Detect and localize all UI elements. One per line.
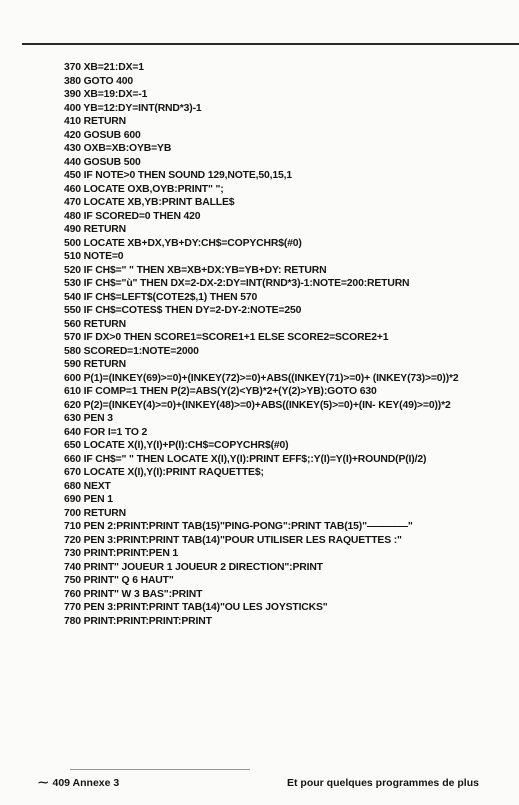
- code-line: 380 GOTO 400: [64, 75, 134, 87]
- code-line: 660 IF CH$=" " THEN LOCATE X(I),Y(I):PRINT EFF$;:Y(I)=Y(I)+ROUND(P(I)/2): [64, 453, 427, 465]
- code-line: 490 RETURN: [64, 224, 127, 235]
- code-line: 730 PRINT:PRINT:PEN 1: [64, 548, 179, 559]
- footer-running-title: Et pour quelques programmes de plus: [287, 777, 479, 789]
- footer-page-text: 409 Annexe 3: [52, 777, 120, 789]
- code-line: 390 XB=19:DX=-1: [64, 89, 148, 100]
- code-line: 610 IF COMP=1 THEN P(2)=ABS(Y(2)<YB)*2+(Y(2)>YB):GOTO 630: [64, 386, 377, 397]
- code-line: 600 P(1)=(INKEY(69)>=0)+(INKEY(72)>=0)+ABS((INKEY(71)>=0)+ (INKEY(73)>=0))*2: [64, 372, 459, 384]
- code-line: 530 IF CH$="ù" THEN DX=2-DX-2:DY=INT(RND*3)-1:NOTE=200:RETURN: [64, 278, 410, 289]
- code-line: 480 IF SCORED=0 THEN 420: [64, 210, 201, 222]
- code-line: 470 LOCATE XB,YB:PRINT BALLE$: [64, 197, 235, 208]
- code-line: 620 P(2)=(INKEY(4)>=0)+(INKEY(48)>=0)+ABS((INKEY(5)>=0)+(IN- KEY(49)>=0))*2: [64, 399, 451, 411]
- page-mark-icon: ⁓: [38, 777, 49, 789]
- code-line: 710 PEN 2:PRINT:PRINT TAB(15)"PING-PONG":PRINT TAB(15)"————": [64, 521, 413, 532]
- footer-rule: [70, 769, 250, 770]
- code-line: 690 PEN 1: [64, 494, 113, 505]
- code-line: 370 XB=21:DX=1: [64, 62, 144, 73]
- code-line: 780 PRINT:PRINT:PRINT:PRINT: [64, 615, 212, 627]
- code-line: 750 PRINT" Q 6 HAUT": [64, 575, 174, 586]
- code-line: 720 PEN 3:PRINT:PRINT TAB(14)"POUR UTILISER LES RAQUETTES :": [64, 534, 402, 546]
- code-line: 460 LOCATE OXB,OYB:PRINT" ";: [64, 183, 224, 195]
- code-line: 630 PEN 3: [64, 413, 113, 424]
- code-line: 520 IF CH$=" " THEN XB=XB+DX:YB=YB+DY: RETURN: [64, 264, 327, 276]
- code-line: 680 NEXT: [64, 480, 111, 492]
- code-line: 770 PEN 3:PRINT:PRINT TAB(14)"OU LES JOYSTICKS": [64, 602, 328, 613]
- code-line: 740 PRINT" JOUEUR 1 JOUEUR 2 DIRECTION":PRINT: [64, 561, 323, 573]
- code-line: 420 GOSUB 600: [64, 129, 141, 141]
- code-line: 500 LOCATE XB+DX,YB+DY:CH$=COPYCHR$(#0): [64, 237, 302, 249]
- code-line: 540 IF CH$=LEFT$(COTE2$,1) THEN 570: [64, 291, 258, 303]
- code-line: 640 FOR I=1 TO 2: [64, 426, 148, 438]
- code-line: 650 LOCATE X(I),Y(I)+P(I):CH$=COPYCHR$(#0): [64, 440, 289, 451]
- code-line: 670 LOCATE X(I),Y(I):PRINT RAQUETTE$;: [64, 467, 264, 478]
- code-line: 400 YB=12:DY=INT(RND*3)-1: [64, 102, 202, 114]
- basic-listing: [64, 61, 504, 628]
- code-line: 510 NOTE=0: [64, 251, 124, 262]
- footer-page-label: [38, 777, 119, 789]
- code-line: 430 OXB=XB:OYB=YB: [64, 143, 172, 154]
- code-line: 440 GOSUB 500: [64, 156, 141, 168]
- code-line: 450 IF NOTE>0 THEN SOUND 129,NOTE,50,15,1: [64, 170, 293, 181]
- code-line: 700 RETURN: [64, 507, 127, 519]
- code-line: 410 RETURN: [64, 116, 127, 127]
- code-line: 570 IF DX>0 THEN SCORE1=SCORE1+1 ELSE SCORE2=SCORE2+1: [64, 332, 389, 343]
- code-line: 760 PRINT" W 3 BAS":PRINT: [64, 588, 203, 600]
- code-line: 560 RETURN: [64, 318, 127, 330]
- top-rule: [22, 43, 519, 45]
- code-line: 550 IF CH$=COTES$ THEN DY=2-DY-2:NOTE=250: [64, 305, 302, 316]
- code-line: 580 SCORED=1:NOTE=2000: [64, 345, 199, 357]
- code-line: 590 RETURN: [64, 359, 127, 370]
